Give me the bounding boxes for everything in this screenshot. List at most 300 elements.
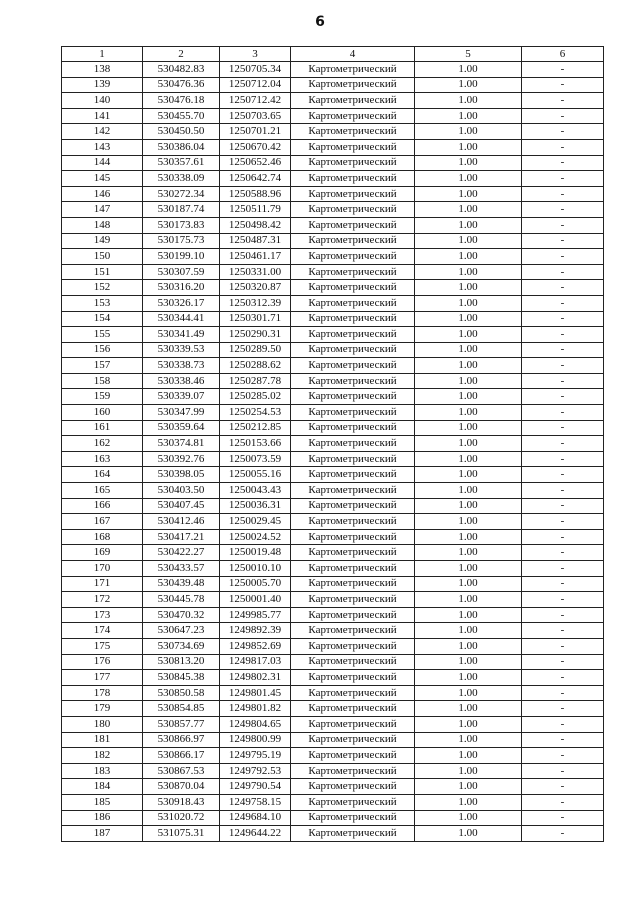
x-coordinate-cell: 530445.78 xyxy=(143,592,220,608)
point-number-cell: 165 xyxy=(62,483,143,499)
point-number-cell: 162 xyxy=(62,436,143,452)
point-number-cell: 153 xyxy=(62,295,143,311)
y-coordinate-cell: 1250029.45 xyxy=(220,514,291,530)
point-number-cell: 179 xyxy=(62,701,143,717)
x-coordinate-cell: 530918.43 xyxy=(143,794,220,810)
point-number-cell: 169 xyxy=(62,545,143,561)
accuracy-cell: 1.00 xyxy=(415,358,522,374)
table-row xyxy=(62,794,604,810)
table-row xyxy=(62,155,604,171)
y-coordinate-cell: 1250642.74 xyxy=(220,171,291,187)
header-cell: 2 xyxy=(143,47,220,62)
header-cell: 3 xyxy=(220,47,291,62)
y-coordinate-cell: 1249795.19 xyxy=(220,748,291,764)
table-row xyxy=(62,295,604,311)
accuracy-cell: 1.00 xyxy=(415,638,522,654)
note-cell: - xyxy=(522,451,604,467)
point-number-cell: 139 xyxy=(62,77,143,93)
note-cell: - xyxy=(522,529,604,545)
y-coordinate-cell: 1249644.22 xyxy=(220,826,291,842)
note-cell: - xyxy=(522,545,604,561)
x-coordinate-cell: 530439.48 xyxy=(143,576,220,592)
x-coordinate-cell: 530476.36 xyxy=(143,77,220,93)
accuracy-cell: 1.00 xyxy=(415,467,522,483)
x-coordinate-cell: 530316.20 xyxy=(143,280,220,296)
table-row xyxy=(62,311,604,327)
method-cell: Картометрический xyxy=(291,545,415,561)
method-cell: Картометрический xyxy=(291,826,415,842)
note-cell: - xyxy=(522,233,604,249)
y-coordinate-cell: 1249802.31 xyxy=(220,670,291,686)
accuracy-cell: 1.00 xyxy=(415,451,522,467)
table-row xyxy=(62,342,604,358)
accuracy-cell: 1.00 xyxy=(415,545,522,561)
table-row xyxy=(62,732,604,748)
x-coordinate-cell: 530450.50 xyxy=(143,124,220,140)
point-number-cell: 167 xyxy=(62,514,143,530)
accuracy-cell: 1.00 xyxy=(415,186,522,202)
method-cell: Картометрический xyxy=(291,529,415,545)
accuracy-cell: 1.00 xyxy=(415,576,522,592)
point-number-cell: 151 xyxy=(62,264,143,280)
method-cell: Картометрический xyxy=(291,794,415,810)
point-number-cell: 163 xyxy=(62,451,143,467)
note-cell: - xyxy=(522,186,604,202)
note-cell: - xyxy=(522,311,604,327)
note-cell: - xyxy=(522,280,604,296)
method-cell: Картометрический xyxy=(291,576,415,592)
point-number-cell: 160 xyxy=(62,405,143,421)
note-cell: - xyxy=(522,202,604,218)
method-cell: Картометрический xyxy=(291,638,415,654)
y-coordinate-cell: 1249792.53 xyxy=(220,763,291,779)
note-cell: - xyxy=(522,373,604,389)
note-cell: - xyxy=(522,139,604,155)
method-cell: Картометрический xyxy=(291,295,415,311)
method-cell: Картометрический xyxy=(291,264,415,280)
method-cell: Картометрический xyxy=(291,779,415,795)
method-cell: Картометрический xyxy=(291,280,415,296)
y-coordinate-cell: 1250289.50 xyxy=(220,342,291,358)
note-cell: - xyxy=(522,654,604,670)
y-coordinate-cell: 1250055.16 xyxy=(220,467,291,483)
x-coordinate-cell: 530175.73 xyxy=(143,233,220,249)
y-coordinate-cell: 1250024.52 xyxy=(220,529,291,545)
point-number-cell: 157 xyxy=(62,358,143,374)
x-coordinate-cell: 530647.23 xyxy=(143,623,220,639)
y-coordinate-cell: 1249892.39 xyxy=(220,623,291,639)
accuracy-cell: 1.00 xyxy=(415,389,522,405)
table-row xyxy=(62,373,604,389)
method-cell: Картометрический xyxy=(291,327,415,343)
method-cell: Картометрический xyxy=(291,467,415,483)
y-coordinate-cell: 1250511.79 xyxy=(220,202,291,218)
x-coordinate-cell: 530341.49 xyxy=(143,327,220,343)
table-row xyxy=(62,420,604,436)
accuracy-cell: 1.00 xyxy=(415,108,522,124)
y-coordinate-cell: 1250301.71 xyxy=(220,311,291,327)
method-cell: Картометрический xyxy=(291,654,415,670)
y-coordinate-cell: 1250005.70 xyxy=(220,576,291,592)
point-number-cell: 150 xyxy=(62,249,143,265)
y-coordinate-cell: 1249817.03 xyxy=(220,654,291,670)
table-row xyxy=(62,358,604,374)
accuracy-cell: 1.00 xyxy=(415,373,522,389)
header-cell: 4 xyxy=(291,47,415,62)
x-coordinate-cell: 530272.34 xyxy=(143,186,220,202)
note-cell: - xyxy=(522,748,604,764)
x-coordinate-cell: 530433.57 xyxy=(143,561,220,577)
table-row xyxy=(62,139,604,155)
accuracy-cell: 1.00 xyxy=(415,342,522,358)
note-cell: - xyxy=(522,763,604,779)
accuracy-cell: 1.00 xyxy=(415,202,522,218)
note-cell: - xyxy=(522,249,604,265)
accuracy-cell: 1.00 xyxy=(415,62,522,78)
point-number-cell: 173 xyxy=(62,607,143,623)
accuracy-cell: 1.00 xyxy=(415,249,522,265)
table-row xyxy=(62,826,604,842)
table-row xyxy=(62,685,604,701)
header-cell: 6 xyxy=(522,47,604,62)
accuracy-cell: 1.00 xyxy=(415,420,522,436)
table-row xyxy=(62,389,604,405)
y-coordinate-cell: 1250288.62 xyxy=(220,358,291,374)
x-coordinate-cell: 530417.21 xyxy=(143,529,220,545)
point-number-cell: 182 xyxy=(62,748,143,764)
note-cell: - xyxy=(522,108,604,124)
accuracy-cell: 1.00 xyxy=(415,77,522,93)
y-coordinate-cell: 1249684.10 xyxy=(220,810,291,826)
y-coordinate-cell: 1250331.00 xyxy=(220,264,291,280)
point-number-cell: 159 xyxy=(62,389,143,405)
table-row xyxy=(62,467,604,483)
table-body xyxy=(62,47,604,842)
point-number-cell: 161 xyxy=(62,420,143,436)
accuracy-cell: 1.00 xyxy=(415,732,522,748)
note-cell: - xyxy=(522,295,604,311)
accuracy-cell: 1.00 xyxy=(415,701,522,717)
note-cell: - xyxy=(522,826,604,842)
note-cell: - xyxy=(522,701,604,717)
note-cell: - xyxy=(522,171,604,187)
note-cell: - xyxy=(522,561,604,577)
y-coordinate-cell: 1250712.04 xyxy=(220,77,291,93)
point-number-cell: 184 xyxy=(62,779,143,795)
y-coordinate-cell: 1250285.02 xyxy=(220,389,291,405)
point-number-cell: 181 xyxy=(62,732,143,748)
point-number-cell: 174 xyxy=(62,623,143,639)
note-cell: - xyxy=(522,389,604,405)
y-coordinate-cell: 1249985.77 xyxy=(220,607,291,623)
method-cell: Картометрический xyxy=(291,405,415,421)
table-row xyxy=(62,638,604,654)
method-cell: Картометрический xyxy=(291,436,415,452)
method-cell: Картометрический xyxy=(291,561,415,577)
point-number-cell: 158 xyxy=(62,373,143,389)
x-coordinate-cell: 530386.04 xyxy=(143,139,220,155)
method-cell: Картометрический xyxy=(291,514,415,530)
x-coordinate-cell: 530187.74 xyxy=(143,202,220,218)
x-coordinate-cell: 530359.64 xyxy=(143,420,220,436)
point-number-cell: 168 xyxy=(62,529,143,545)
y-coordinate-cell: 1250287.78 xyxy=(220,373,291,389)
x-coordinate-cell: 530173.83 xyxy=(143,217,220,233)
table-row xyxy=(62,654,604,670)
y-coordinate-cell: 1250019.48 xyxy=(220,545,291,561)
accuracy-cell: 1.00 xyxy=(415,295,522,311)
note-cell: - xyxy=(522,732,604,748)
table-row xyxy=(62,607,604,623)
point-number-cell: 144 xyxy=(62,155,143,171)
accuracy-cell: 1.00 xyxy=(415,592,522,608)
point-number-cell: 154 xyxy=(62,311,143,327)
accuracy-cell: 1.00 xyxy=(415,405,522,421)
point-number-cell: 141 xyxy=(62,108,143,124)
y-coordinate-cell: 1250153.66 xyxy=(220,436,291,452)
y-coordinate-cell: 1250701.21 xyxy=(220,124,291,140)
method-cell: Картометрический xyxy=(291,249,415,265)
method-cell: Картометрический xyxy=(291,420,415,436)
note-cell: - xyxy=(522,685,604,701)
note-cell: - xyxy=(522,794,604,810)
y-coordinate-cell: 1249800.99 xyxy=(220,732,291,748)
x-coordinate-cell: 530866.97 xyxy=(143,732,220,748)
x-coordinate-cell: 530412.46 xyxy=(143,514,220,530)
x-coordinate-cell: 530422.27 xyxy=(143,545,220,561)
table-row xyxy=(62,264,604,280)
point-number-cell: 178 xyxy=(62,685,143,701)
x-coordinate-cell: 530857.77 xyxy=(143,716,220,732)
point-number-cell: 176 xyxy=(62,654,143,670)
point-number-cell: 164 xyxy=(62,467,143,483)
page-number: 6 xyxy=(315,14,325,30)
note-cell: - xyxy=(522,124,604,140)
accuracy-cell: 1.00 xyxy=(415,483,522,499)
x-coordinate-cell: 530734.69 xyxy=(143,638,220,654)
header-cell: 5 xyxy=(415,47,522,62)
y-coordinate-cell: 1250001.40 xyxy=(220,592,291,608)
method-cell: Картометрический xyxy=(291,171,415,187)
method-cell: Картометрический xyxy=(291,607,415,623)
method-cell: Картометрический xyxy=(291,389,415,405)
point-number-cell: 171 xyxy=(62,576,143,592)
point-number-cell: 143 xyxy=(62,139,143,155)
table-row xyxy=(62,405,604,421)
method-cell: Картометрический xyxy=(291,77,415,93)
point-number-cell: 180 xyxy=(62,716,143,732)
point-number-cell: 148 xyxy=(62,217,143,233)
note-cell: - xyxy=(522,670,604,686)
y-coordinate-cell: 1250705.34 xyxy=(220,62,291,78)
point-number-cell: 166 xyxy=(62,498,143,514)
note-cell: - xyxy=(522,623,604,639)
table-row xyxy=(62,93,604,109)
accuracy-cell: 1.00 xyxy=(415,217,522,233)
method-cell: Картометрический xyxy=(291,311,415,327)
table-row xyxy=(62,763,604,779)
note-cell: - xyxy=(522,810,604,826)
table-row xyxy=(62,716,604,732)
accuracy-cell: 1.00 xyxy=(415,124,522,140)
point-number-cell: 140 xyxy=(62,93,143,109)
x-coordinate-cell: 530403.50 xyxy=(143,483,220,499)
table-row xyxy=(62,545,604,561)
y-coordinate-cell: 1249801.45 xyxy=(220,685,291,701)
method-cell: Картометрический xyxy=(291,358,415,374)
note-cell: - xyxy=(522,436,604,452)
note-cell: - xyxy=(522,405,604,421)
coordinates-table xyxy=(61,46,604,842)
method-cell: Картометрический xyxy=(291,233,415,249)
x-coordinate-cell: 530398.05 xyxy=(143,467,220,483)
method-cell: Картометрический xyxy=(291,139,415,155)
y-coordinate-cell: 1250212.85 xyxy=(220,420,291,436)
method-cell: Картометрический xyxy=(291,716,415,732)
method-cell: Картометрический xyxy=(291,623,415,639)
accuracy-cell: 1.00 xyxy=(415,529,522,545)
point-number-cell: 177 xyxy=(62,670,143,686)
x-coordinate-cell: 530866.17 xyxy=(143,748,220,764)
point-number-cell: 187 xyxy=(62,826,143,842)
point-number-cell: 147 xyxy=(62,202,143,218)
x-coordinate-cell: 530199.10 xyxy=(143,249,220,265)
table-row xyxy=(62,576,604,592)
table-row xyxy=(62,217,604,233)
x-coordinate-cell: 530326.17 xyxy=(143,295,220,311)
x-coordinate-cell: 530854.85 xyxy=(143,701,220,717)
method-cell: Картометрический xyxy=(291,202,415,218)
point-number-cell: 170 xyxy=(62,561,143,577)
accuracy-cell: 1.00 xyxy=(415,171,522,187)
note-cell: - xyxy=(522,607,604,623)
table-row xyxy=(62,623,604,639)
accuracy-cell: 1.00 xyxy=(415,561,522,577)
header-cell: 1 xyxy=(62,47,143,62)
accuracy-cell: 1.00 xyxy=(415,233,522,249)
table-row xyxy=(62,748,604,764)
note-cell: - xyxy=(522,155,604,171)
table-row xyxy=(62,171,604,187)
x-coordinate-cell: 530307.59 xyxy=(143,264,220,280)
method-cell: Картометрический xyxy=(291,498,415,514)
table-row xyxy=(62,514,604,530)
method-cell: Картометрический xyxy=(291,592,415,608)
y-coordinate-cell: 1250712.42 xyxy=(220,93,291,109)
accuracy-cell: 1.00 xyxy=(415,436,522,452)
table-row xyxy=(62,327,604,343)
note-cell: - xyxy=(522,576,604,592)
y-coordinate-cell: 1250254.53 xyxy=(220,405,291,421)
table-row xyxy=(62,436,604,452)
y-coordinate-cell: 1250036.31 xyxy=(220,498,291,514)
note-cell: - xyxy=(522,93,604,109)
y-coordinate-cell: 1250703.65 xyxy=(220,108,291,124)
table-row xyxy=(62,701,604,717)
accuracy-cell: 1.00 xyxy=(415,311,522,327)
accuracy-cell: 1.00 xyxy=(415,93,522,109)
y-coordinate-cell: 1250498.42 xyxy=(220,217,291,233)
point-number-cell: 142 xyxy=(62,124,143,140)
accuracy-cell: 1.00 xyxy=(415,498,522,514)
note-cell: - xyxy=(522,358,604,374)
method-cell: Картометрический xyxy=(291,748,415,764)
x-coordinate-cell: 530344.41 xyxy=(143,311,220,327)
table-row xyxy=(62,779,604,795)
method-cell: Картометрический xyxy=(291,155,415,171)
note-cell: - xyxy=(522,592,604,608)
x-coordinate-cell: 530476.18 xyxy=(143,93,220,109)
x-coordinate-cell: 530392.76 xyxy=(143,451,220,467)
point-number-cell: 152 xyxy=(62,280,143,296)
note-cell: - xyxy=(522,217,604,233)
y-coordinate-cell: 1250588.96 xyxy=(220,186,291,202)
x-coordinate-cell: 530813.20 xyxy=(143,654,220,670)
x-coordinate-cell: 530339.07 xyxy=(143,389,220,405)
y-coordinate-cell: 1249801.82 xyxy=(220,701,291,717)
note-cell: - xyxy=(522,716,604,732)
accuracy-cell: 1.00 xyxy=(415,155,522,171)
method-cell: Картометрический xyxy=(291,108,415,124)
y-coordinate-cell: 1250073.59 xyxy=(220,451,291,467)
x-coordinate-cell: 530850.58 xyxy=(143,685,220,701)
point-number-cell: 172 xyxy=(62,592,143,608)
accuracy-cell: 1.00 xyxy=(415,763,522,779)
x-coordinate-cell: 530374.81 xyxy=(143,436,220,452)
note-cell: - xyxy=(522,514,604,530)
y-coordinate-cell: 1249852.69 xyxy=(220,638,291,654)
accuracy-cell: 1.00 xyxy=(415,810,522,826)
table-row xyxy=(62,124,604,140)
x-coordinate-cell: 530470.32 xyxy=(143,607,220,623)
table-header-row xyxy=(62,47,604,62)
table-row xyxy=(62,529,604,545)
table-row xyxy=(62,202,604,218)
accuracy-cell: 1.00 xyxy=(415,685,522,701)
table-row xyxy=(62,810,604,826)
note-cell: - xyxy=(522,779,604,795)
accuracy-cell: 1.00 xyxy=(415,794,522,810)
method-cell: Картометрический xyxy=(291,62,415,78)
note-cell: - xyxy=(522,467,604,483)
y-coordinate-cell: 1250010.10 xyxy=(220,561,291,577)
accuracy-cell: 1.00 xyxy=(415,654,522,670)
y-coordinate-cell: 1250312.39 xyxy=(220,295,291,311)
table-row xyxy=(62,483,604,499)
accuracy-cell: 1.00 xyxy=(415,514,522,530)
point-number-cell: 156 xyxy=(62,342,143,358)
x-coordinate-cell: 530338.46 xyxy=(143,373,220,389)
y-coordinate-cell: 1250670.42 xyxy=(220,139,291,155)
table-row xyxy=(62,108,604,124)
table-row xyxy=(62,280,604,296)
x-coordinate-cell: 530845.38 xyxy=(143,670,220,686)
point-number-cell: 183 xyxy=(62,763,143,779)
method-cell: Картометрический xyxy=(291,763,415,779)
method-cell: Картометрический xyxy=(291,342,415,358)
method-cell: Картометрический xyxy=(291,124,415,140)
y-coordinate-cell: 1250320.87 xyxy=(220,280,291,296)
x-coordinate-cell: 530455.70 xyxy=(143,108,220,124)
accuracy-cell: 1.00 xyxy=(415,826,522,842)
table-row xyxy=(62,62,604,78)
point-number-cell: 186 xyxy=(62,810,143,826)
y-coordinate-cell: 1250043.43 xyxy=(220,483,291,499)
point-number-cell: 185 xyxy=(62,794,143,810)
table-row xyxy=(62,249,604,265)
x-coordinate-cell: 530338.09 xyxy=(143,171,220,187)
x-coordinate-cell: 530339.53 xyxy=(143,342,220,358)
